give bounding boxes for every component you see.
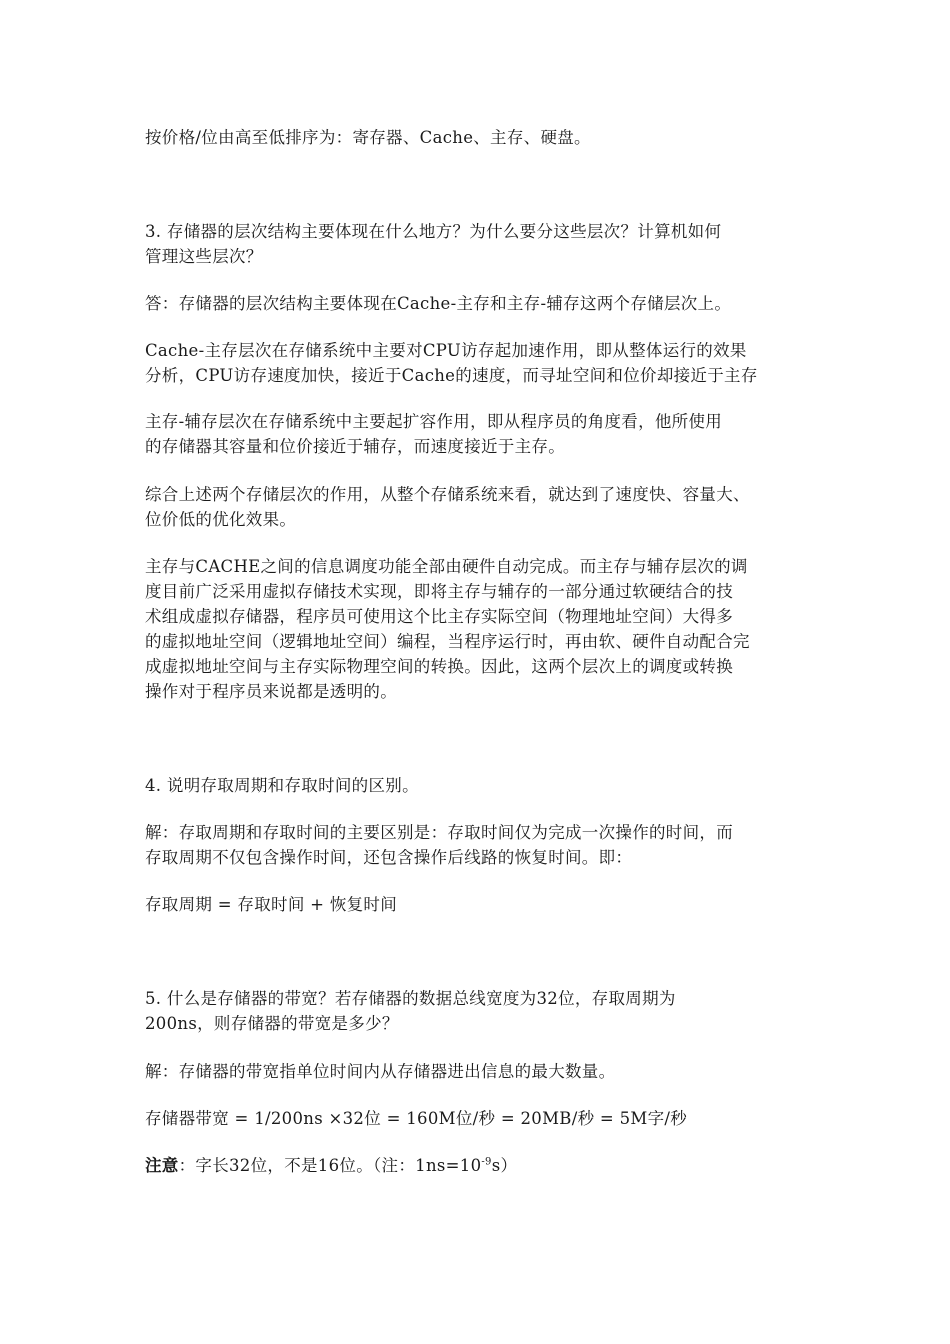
note-text-a: ：字长32位，不是16位。（注：1ns=10 — [178, 1156, 482, 1175]
answer-3-paragraph-1: 答：存储器的层次结构主要体现在Cache-主存和主存-辅存这两个存储层次上。 — [145, 294, 732, 313]
answer-3-paragraph-2-line-1: Cache-主存层次在存储系统中主要对CPU访存起加速作用，即从整体运行的效果 — [145, 341, 747, 360]
question-5-line-2: 200ns，则存储器的带宽是多少？ — [145, 1014, 399, 1033]
note-text-b: s） — [491, 1156, 518, 1175]
note-line — [145, 1153, 810, 1179]
answer-4-line-2: 存取周期不仅包含操作时间，还包含操作后线路的恢复时间。即： — [145, 848, 633, 867]
answer-5-definition: 解：存储器的带宽指单位时间内从存储器进出信息的最大数量。 — [145, 1062, 616, 1081]
note-label: 注意 — [145, 1156, 179, 1175]
answer-3-paragraph-5-line-6: 操作对于程序员来说都是透明的。 — [145, 682, 397, 701]
answer-4-formula: 存取周期 = 存取时间 + 恢复时间 — [145, 895, 398, 914]
answer-3-paragraph-5-line-5: 成虚拟地址空间与主存实际物理空间的转换。因此，这两个层次上的调度或转换 — [145, 657, 733, 676]
answer-3-paragraph-5-line-1: 主存与CACHE之间的信息调度功能全部由硬件自动完成。而主存与辅存层次的调 — [145, 557, 748, 576]
answer-4-line-1: 解：存取周期和存取时间的主要区别是：存取时间仅为完成一次操作的时间，而 — [145, 823, 733, 842]
paragraph-price-order: 按价格/位由高至低排序为：寄存器、Cache、主存、硬盘。 — [145, 128, 591, 147]
question-3-line-1: 3. 存储器的层次结构主要体现在什么地方？为什么要分这些层次？计算机如何 — [145, 222, 722, 241]
answer-3-paragraph-3-line-2: 的存储器其容量和位价接近于辅存，而速度接近于主存。 — [145, 437, 565, 456]
question-3-line-2: 管理这些层次？ — [145, 247, 263, 266]
answer-3-paragraph-5-line-4: 的虚拟地址空间（逻辑地址空间）编程，当程序运行时，再由软、硬件自动配合完 — [145, 632, 750, 651]
answer-3-paragraph-2-line-2: 分析，CPU访存速度加快，接近于Cache的速度，而寻址空间和位价却接近于主存 — [145, 366, 758, 385]
question-4: 4. 说明存取周期和存取时间的区别。 — [145, 776, 419, 795]
answer-3-paragraph-4-line-1: 综合上述两个存储层次的作用，从整个存储系统来看，就达到了速度快、容量大、 — [145, 485, 750, 504]
answer-5-formula: 存储器带宽 = 1/200ns ×32位 = 160M位/秒 = 20MB/秒 = 5M字/秒 — [145, 1109, 688, 1128]
note-superscript: -9 — [481, 1156, 492, 1168]
answer-3-paragraph-4-line-2: 位价低的优化效果。 — [145, 510, 297, 529]
question-5-line-1: 5. 什么是存储器的带宽？若存储器的数据总线宽度为32位，存取周期为 — [145, 989, 676, 1008]
answer-3-paragraph-5-line-2: 度目前广泛采用虚拟存储技术实现，即将主存与辅存的一部分通过软硬结合的技 — [145, 582, 733, 601]
answer-3-paragraph-3-line-1: 主存-辅存层次在存储系统中主要起扩容作用，即从程序员的角度看，他所使用 — [145, 412, 723, 431]
answer-3-paragraph-5-line-3: 术组成虚拟存储器，程序员可使用这个比主存实际空间（物理地址空间）大得多 — [145, 607, 733, 626]
